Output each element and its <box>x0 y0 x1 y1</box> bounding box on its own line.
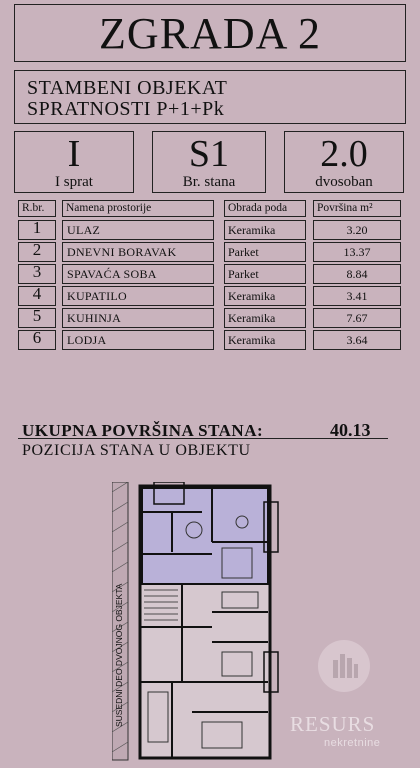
apartment-type-label: dvosoban <box>315 174 373 190</box>
title-box <box>14 4 406 62</box>
table-row-4-name: KUPATILO <box>62 286 214 306</box>
table-row-4-floor: Keramika <box>224 286 306 306</box>
table-row-6-name: LODJA <box>62 330 214 350</box>
total-area-value: 40.13 <box>330 420 371 440</box>
table-row-6-floor: Keramika <box>224 330 306 350</box>
subtitle-line-2: SPRATNOSTI P+1+Pk <box>27 98 225 120</box>
watermark-name: RESURS <box>290 712 376 736</box>
table-row-1-name: ULAZ <box>62 220 214 240</box>
apartment-number-label: Br. stana <box>182 174 236 190</box>
floor-label: I sprat <box>55 174 93 190</box>
table-row-5-floor: Keramika <box>224 308 306 328</box>
apartment-number-value: S1 <box>188 133 230 175</box>
table-row-6-no: 6 <box>18 330 56 350</box>
table-row-3-no: 3 <box>18 264 56 284</box>
table-row-5-name: KUHINJA <box>62 308 214 328</box>
apartment-type-box <box>284 131 404 193</box>
table-row-6-area: 3.64 <box>313 330 401 350</box>
table-row-5-no: 5 <box>18 308 56 328</box>
watermark-logo-icon <box>318 640 370 692</box>
floor-box <box>14 131 134 193</box>
subtitle-line-1: STAMBENI OBJEKAT <box>27 77 228 99</box>
table-row-3-area: 8.84 <box>313 264 401 284</box>
table-row-4-area: 3.41 <box>313 286 401 306</box>
apartment-type-value: 2.0 <box>320 133 368 175</box>
table-row-2-area: 13.37 <box>313 242 401 262</box>
total-area-label: UKUPNA POVRŠINA STANA: <box>22 421 264 440</box>
floor-plan-drawing <box>112 482 287 762</box>
subtitle-box <box>14 70 406 124</box>
watermark-tagline: nekretnine <box>324 737 381 749</box>
table-row-2-name: DNEVNI BORAVAK <box>62 242 214 262</box>
table-header-no: R.br. <box>18 200 56 217</box>
table-row-2-no: 2 <box>18 242 56 262</box>
table-row-3-name: SPAVAĆA SOBA <box>62 264 214 284</box>
table-row-1-floor: Keramika <box>224 220 306 240</box>
plan-side-label: SUSEDNI DEO DVOJNOG OBJEKTA <box>114 583 124 727</box>
floor-plan <box>112 482 287 767</box>
apartment-number-box <box>152 131 266 193</box>
floor-value: I <box>67 133 81 175</box>
position-label: POZICIJA STANA U OBJEKTU <box>22 442 251 459</box>
table-header-area: Površina m² <box>313 200 401 217</box>
table-row-3-floor: Parket <box>224 264 306 284</box>
table-header-floor: Obrada poda <box>224 200 306 217</box>
table-header-name: Namena prostorije <box>62 200 214 217</box>
table-row-2-floor: Parket <box>224 242 306 262</box>
table-row-5-area: 7.67 <box>313 308 401 328</box>
table-row-1-area: 3.20 <box>313 220 401 240</box>
total-underline <box>18 438 388 439</box>
table-row-4-no: 4 <box>18 286 56 306</box>
page-title: ZGRADA 2 <box>99 9 321 58</box>
table-row-1-no: 1 <box>18 220 56 240</box>
